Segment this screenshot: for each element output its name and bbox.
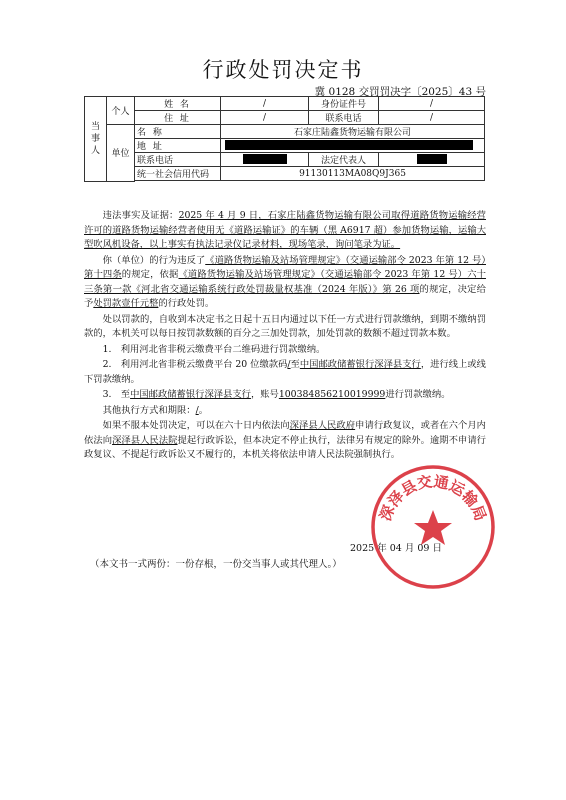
redacted-phone — [243, 154, 287, 164]
party-label: 当事人 — [85, 97, 107, 182]
redacted-legal-rep — [417, 154, 447, 164]
individual-address-value: / — [221, 111, 309, 125]
unit-phone-value — [221, 153, 309, 167]
individual-id-label: 身份证件号 — [309, 97, 379, 111]
payment-method-2: 2. 利用河北省非税云缴费平台 20 位缴款码/至中国邮政储蓄银行深泽县支行，进行线上或线下罚款缴纳。 — [84, 359, 486, 385]
individual-name-label: 姓 名 — [135, 97, 221, 111]
payment-intro-paragraph: 处以罚款的，自收到本决定书之日起十五日内通过以下任一方式进行罚款缴纳，到期不缴纳罚款的，本机关可以每日按罚款数额的百分之三加处罚款，加处罚款的数额不超过罚款本数。 — [84, 313, 486, 339]
unit-credit-code-value: 91130113MA08Q9J365 — [221, 167, 485, 181]
payment-method-1: 1. 利用河北省非税云缴费平台二维码进行罚款缴纳。 — [102, 343, 326, 355]
individual-id-value: / — [379, 97, 485, 111]
unit-phone-label: 联系电话 — [135, 153, 221, 167]
facts-paragraph: 违法事实及证据：2025 年 4 月 9 日，石家庄陆鑫货物运输有限公司取得道路货物运输经营许可的道路货物运输经营者使用无《道路运输证》的车辆（黑 A6917 超）参加货物运输，运输大型吹风机设备，以上事实有执法记录仪记录材料，现场笔录，询问笔录为证。 — [84, 210, 486, 250]
appeal-paragraph: 如果不服本处罚决定，可以在六十日内依法向深泽县人民政府申请行政复议，或者在六个月内依法向深泽县人民法院提起行政诉讼，但本决定不停止执行，法律另有规定的除外。逾期不申请行政复议、不提起行政诉讼又不履行的，本机关将依法申请人民法院强制执行。 — [84, 420, 486, 460]
unit-label: 单位 — [107, 125, 135, 182]
unit-address-value — [221, 139, 485, 153]
party-info-table — [84, 96, 485, 182]
other-execution-paragraph: 其他执行方式和期限：/。 — [102, 404, 209, 416]
individual-phone-label: 联系电话 — [309, 111, 379, 125]
payment-method-3: 3. 至中国邮政储蓄银行深泽县支行，账号100384856210019999进行罚款缴纳。 — [102, 389, 451, 400]
footnote: （本文书一式两份：一份存根，一份交当事人或其代理人。） — [90, 559, 342, 570]
individual-address-label: 住 址 — [135, 111, 221, 125]
document-title: 行政处罚决定书 — [202, 58, 364, 82]
unit-legal-rep-value — [379, 153, 485, 167]
redacted-address — [225, 140, 473, 150]
unit-credit-code-label: 统一社会信用代码 — [135, 167, 221, 181]
document-number: 冀 0128 交罚罚决字〔2025〕43 号 — [314, 86, 486, 98]
decision-body — [84, 209, 486, 464]
unit-address-label: 地 址 — [135, 139, 221, 153]
individual-phone-value: / — [379, 111, 485, 125]
individual-label: 个人 — [107, 97, 135, 125]
official-seal-stamp — [368, 462, 498, 592]
seal-text: 深泽县交通运输局 — [376, 472, 490, 524]
individual-name-value: / — [221, 97, 309, 111]
unit-name-value: 石家庄陆鑫货物运输有限公司 — [221, 125, 485, 139]
unit-name-label: 名 称 — [135, 125, 221, 139]
decision-date: 2025 年 04 月 09 日 — [350, 543, 442, 554]
violation-paragraph: 你（单位）的行为违反了《道路货物运输及站场管理规定》（交通运输部令 2023 年第 12 号）第十四条的规定，依据《道路货物运输及站场管理规定》（交通运输部令 2023 年第 12 号）六十三条第一款《河北省交通运输系统行政处罚裁量权基准（2024 年版）》第 26 项的规定，决定给予处罚款壹仟元整的行政处罚。 — [84, 254, 486, 309]
unit-legal-rep-label: 法定代表人 — [309, 153, 379, 167]
